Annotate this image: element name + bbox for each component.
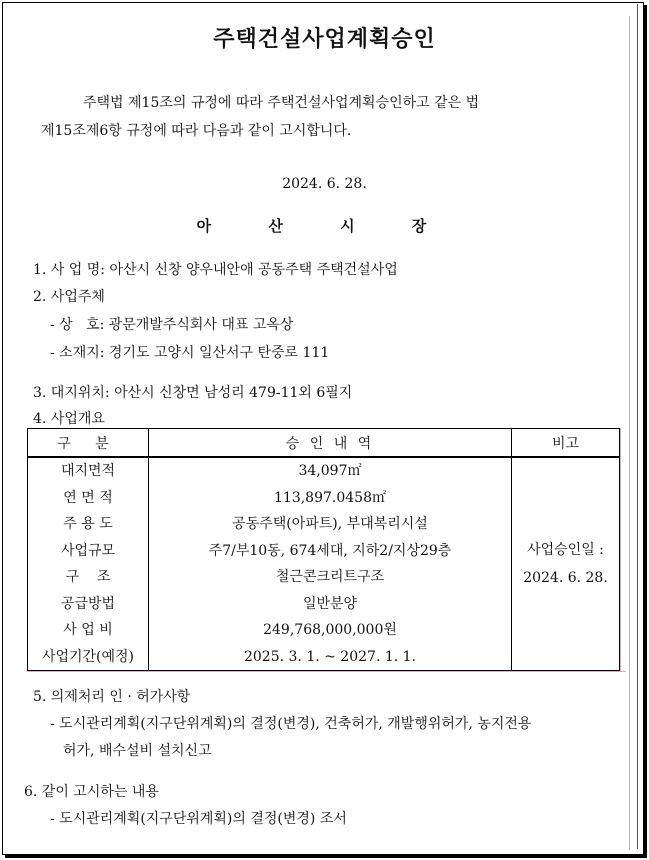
row-value: 2025. 3. 1. ~ 2027. 1. 1. bbox=[243, 648, 417, 665]
note-column bbox=[512, 457, 620, 671]
row-label: 주 용 도 bbox=[63, 516, 113, 532]
row-value: 철근콘크리트구조 bbox=[275, 569, 385, 585]
category-column bbox=[28, 457, 149, 671]
row-value: 113,897.0458㎡ bbox=[274, 489, 386, 506]
intro-line-1: 주택법 제15조의 규정에 따라 주택건설사업계획승인하고 같은 법 bbox=[83, 95, 480, 111]
site-location: 3. 대지위치: 아산시 신창면 남성리 479-11외 6필지 bbox=[33, 385, 353, 401]
approval-column bbox=[149, 457, 512, 671]
col-header-category: 구 분 bbox=[28, 429, 149, 458]
permits-line-2: 허가, 배수설비 설치신고 bbox=[63, 743, 212, 759]
row-label: 대지면적 bbox=[60, 463, 116, 479]
page-title: 주택건설사업계획승인 bbox=[213, 26, 436, 52]
row-label: 사 업 비 bbox=[63, 622, 113, 638]
table-edge-line-v bbox=[620, 428, 621, 672]
row-label: 구 조 bbox=[65, 569, 111, 585]
row-label: 사업규모 bbox=[60, 542, 116, 559]
intro-line-2: 제15조제6항 규정에 따라 다음과 같이 고시합니다. bbox=[41, 123, 352, 139]
page-edge bbox=[637, 4, 638, 849]
overview-heading: 4. 사업개요 bbox=[33, 411, 105, 427]
row-label: 공급방법 bbox=[60, 595, 116, 612]
row-value: 주7/부10동, 674세대, 지하2/지상29층 bbox=[208, 542, 452, 559]
issuer bbox=[0, 215, 649, 236]
row-value: 일반분양 bbox=[302, 595, 358, 612]
owner-heading: 2. 사업주체 bbox=[33, 289, 105, 305]
owner-name: - 상 호: 광문개발주식회사 대표 고옥상 bbox=[50, 317, 294, 333]
overview-table bbox=[27, 428, 620, 671]
issuer-name: 아 산 시 장 bbox=[196, 217, 453, 235]
approval-date-value: 2024. 6. 28. bbox=[523, 570, 608, 586]
col-header-approval: 승 인 내 역 bbox=[149, 429, 512, 458]
permits-line-1: - 도시관리계획(지구단위계획)의 결정(변경), 건축허가, 개발행위허가, 농지전용 bbox=[50, 716, 532, 732]
row-label: 사업기간(예정) bbox=[41, 648, 135, 665]
row-value: 공동주택(아파트), 부대복리시설 bbox=[232, 516, 428, 532]
project-name: 1. 사 업 명: 아산시 신창 양우내안애 공동주택 주택건설사업 bbox=[33, 262, 398, 278]
notice-line-1: - 도시관리계획(지구단위계획)의 결정(변경) 조서 bbox=[50, 811, 347, 827]
table-edge-line bbox=[27, 671, 626, 672]
approval-date-label: 사업승인일 : bbox=[527, 542, 604, 558]
row-label: 연 면 적 bbox=[63, 489, 113, 506]
permits-heading: 5. 의제처리 인 · 허가사항 bbox=[33, 689, 191, 705]
notice-date: 2024. 6. 28. bbox=[282, 176, 367, 192]
page-gutter bbox=[629, 16, 630, 850]
owner-address: - 소재지: 경기도 고양시 일산서구 탄중로 111 bbox=[50, 345, 330, 361]
row-value: 34,097㎡ bbox=[298, 463, 362, 479]
col-header-note: 비고 bbox=[512, 429, 620, 458]
row-value: 249,768,000,000원 bbox=[263, 622, 397, 638]
notice-heading: 6. 같이 고시하는 내용 bbox=[24, 784, 159, 800]
